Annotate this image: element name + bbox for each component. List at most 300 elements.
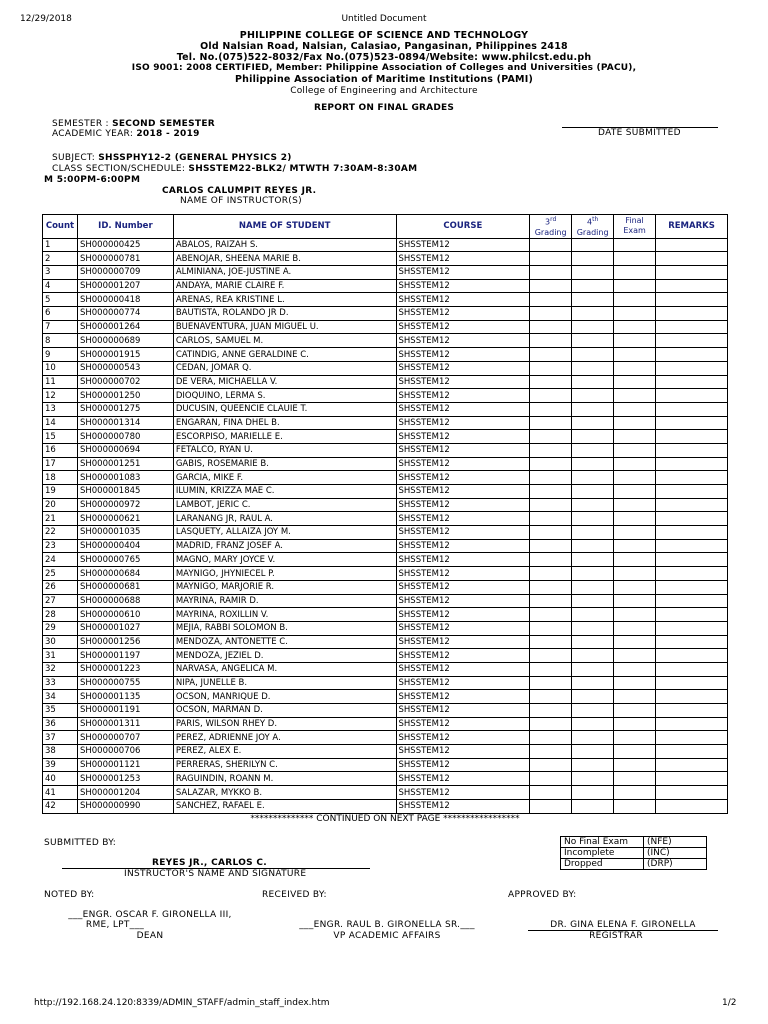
school-iso: ISO 9001: 2008 CERTIFIED, Member: Philippine Association of Colleges and Universities (PACU), — [131, 63, 637, 73]
cell-4th-grading — [572, 430, 614, 444]
cell-3rd-grading — [530, 457, 572, 471]
table-row — [43, 389, 728, 403]
table-header-row — [43, 215, 728, 239]
cell-name: MEJIA, RABBI SOLOMON B. — [173, 621, 396, 635]
col-id: ID. Number — [77, 215, 173, 239]
cell-id: SH000000780 — [77, 430, 173, 444]
cell-4th-grading — [572, 539, 614, 553]
cell-id: SH000001121 — [77, 758, 173, 772]
cell-4th-grading — [572, 731, 614, 745]
cell-4th-grading — [572, 567, 614, 581]
cell-name: ARENAS, REA KRISTINE L. — [173, 293, 396, 307]
cell-name: SALAZAR, MYKKO B. — [173, 786, 396, 800]
remarks-legend — [560, 836, 707, 870]
cell-id: SH000000972 — [77, 498, 173, 512]
print-date: 12/29/2018 — [20, 14, 72, 24]
cell-course: SHSSTEM12 — [396, 334, 530, 348]
cell-id: SH000000702 — [77, 375, 173, 389]
cell-3rd-grading — [530, 580, 572, 594]
cell-name: MAYRINA, ROXILLIN V. — [173, 608, 396, 622]
cell-course: SHSSTEM12 — [396, 649, 530, 663]
cell-remarks — [656, 279, 728, 293]
cell-id: SH000000681 — [77, 580, 173, 594]
cell-count: 20 — [43, 498, 78, 512]
cell-4th-grading — [572, 553, 614, 567]
cell-course: SHSSTEM12 — [396, 772, 530, 786]
cell-remarks — [656, 443, 728, 457]
cell-count: 23 — [43, 539, 78, 553]
subject-label: SUBJECT: — [52, 153, 96, 163]
cell-final-exam — [614, 621, 656, 635]
cell-name: MADRID, FRANZ JOSEF A. — [173, 539, 396, 553]
cell-count: 28 — [43, 608, 78, 622]
legend-label: No Final Exam — [561, 837, 644, 848]
year-value: 2018 - 2019 — [136, 129, 200, 139]
table-row — [43, 649, 728, 663]
cell-count: 11 — [43, 375, 78, 389]
table-row — [43, 717, 728, 731]
cell-count: 30 — [43, 635, 78, 649]
cell-final-exam — [614, 307, 656, 321]
cell-name: PEREZ, ADRIENNE JOY A. — [173, 731, 396, 745]
cell-final-exam — [614, 731, 656, 745]
print-page: 1/2 — [722, 998, 737, 1008]
cell-count: 39 — [43, 758, 78, 772]
cell-name: RAGUINDIN, ROANN M. — [173, 772, 396, 786]
cell-3rd-grading — [530, 676, 572, 690]
cell-count: 38 — [43, 745, 78, 759]
cell-remarks — [656, 320, 728, 334]
cell-id: SH000000755 — [77, 676, 173, 690]
table-row — [43, 348, 728, 362]
cell-count: 36 — [43, 717, 78, 731]
cell-3rd-grading — [530, 416, 572, 430]
cell-name: ABALOS, RAIZAH S. — [173, 238, 396, 252]
cell-final-exam — [614, 402, 656, 416]
cell-3rd-grading — [530, 307, 572, 321]
cell-course: SHSSTEM12 — [396, 676, 530, 690]
cell-id: SH000001223 — [77, 662, 173, 676]
cell-4th-grading — [572, 307, 614, 321]
cell-id: SH000000425 — [77, 238, 173, 252]
cell-final-exam — [614, 266, 656, 280]
class-label: CLASS SECTION/SCHEDULE: — [52, 164, 186, 174]
table-row — [43, 266, 728, 280]
cell-3rd-grading — [530, 745, 572, 759]
cell-id: SH000001191 — [77, 704, 173, 718]
cell-course: SHSSTEM12 — [396, 266, 530, 280]
cell-final-exam — [614, 320, 656, 334]
cell-course: SHSSTEM12 — [396, 594, 530, 608]
cell-remarks — [656, 608, 728, 622]
cell-id: SH000000694 — [77, 443, 173, 457]
cell-course: SHSSTEM12 — [396, 704, 530, 718]
cell-id: SH000000706 — [77, 745, 173, 759]
cell-4th-grading — [572, 745, 614, 759]
cell-id: SH000000418 — [77, 293, 173, 307]
cell-final-exam — [614, 252, 656, 266]
cell-4th-grading — [572, 293, 614, 307]
semester-label: SEMESTER : — [52, 119, 109, 129]
cell-name: PARIS, WILSON RHEY D. — [173, 717, 396, 731]
cell-4th-grading — [572, 457, 614, 471]
cell-final-exam — [614, 375, 656, 389]
vp-name: ___ENGR. RAUL B. GIRONELLA SR.___ — [299, 920, 475, 930]
table-row — [43, 662, 728, 676]
cell-3rd-grading — [530, 320, 572, 334]
table-row — [43, 430, 728, 444]
cell-remarks — [656, 266, 728, 280]
cell-remarks — [656, 307, 728, 321]
cell-3rd-grading — [530, 690, 572, 704]
cell-count: 42 — [43, 799, 78, 813]
cell-4th-grading — [572, 649, 614, 663]
continued-note: ************** CONTINUED ON NEXT PAGE ***************** — [250, 813, 520, 824]
cell-remarks — [656, 539, 728, 553]
cell-name: GABIS, ROSEMARIE B. — [173, 457, 396, 471]
table-row — [43, 745, 728, 759]
cell-4th-grading — [572, 334, 614, 348]
cell-name: LARANANG JR, RAUL A. — [173, 512, 396, 526]
dean-name-1: ___ENGR. OSCAR F. GIRONELLA III, — [68, 910, 232, 920]
cell-3rd-grading — [530, 731, 572, 745]
cell-3rd-grading — [530, 539, 572, 553]
cell-course: SHSSTEM12 — [396, 690, 530, 704]
cell-4th-grading — [572, 635, 614, 649]
cell-final-exam — [614, 348, 656, 362]
cell-final-exam — [614, 717, 656, 731]
cell-final-exam — [614, 608, 656, 622]
cell-4th-grading — [572, 512, 614, 526]
cell-course: SHSSTEM12 — [396, 252, 530, 266]
cell-name: MAYRINA, RAMIR D. — [173, 594, 396, 608]
cell-3rd-grading — [530, 594, 572, 608]
cell-remarks — [656, 676, 728, 690]
cell-3rd-grading — [530, 786, 572, 800]
cell-name: ESCORPISO, MARIELLE E. — [173, 430, 396, 444]
cell-name: DUCUSIN, QUEENCIE CLAUIE T. — [173, 402, 396, 416]
cell-name: ANDAYA, MARIE CLAIRE F. — [173, 279, 396, 293]
cell-final-exam — [614, 498, 656, 512]
table-row — [43, 539, 728, 553]
cell-4th-grading — [572, 498, 614, 512]
cell-count: 18 — [43, 471, 78, 485]
cell-4th-grading — [572, 717, 614, 731]
table-row — [43, 293, 728, 307]
semester-line — [52, 119, 215, 129]
cell-course: SHSSTEM12 — [396, 553, 530, 567]
cell-final-exam — [614, 704, 656, 718]
cell-4th-grading — [572, 361, 614, 375]
cell-final-exam — [614, 594, 656, 608]
cell-id: SH000000621 — [77, 512, 173, 526]
print-title: Untitled Document — [341, 14, 427, 24]
cell-final-exam — [614, 471, 656, 485]
cell-course: SHSSTEM12 — [396, 799, 530, 813]
cell-remarks — [656, 348, 728, 362]
cell-final-exam — [614, 676, 656, 690]
dean-label: DEAN — [136, 931, 164, 941]
cell-remarks — [656, 745, 728, 759]
cell-course: SHSSTEM12 — [396, 758, 530, 772]
cell-final-exam — [614, 690, 656, 704]
cell-remarks — [656, 402, 728, 416]
cell-4th-grading — [572, 608, 614, 622]
cell-id: SH000000684 — [77, 567, 173, 581]
cell-4th-grading — [572, 416, 614, 430]
grades-table — [42, 214, 728, 825]
cell-remarks — [656, 553, 728, 567]
cell-3rd-grading — [530, 238, 572, 252]
cell-4th-grading — [572, 676, 614, 690]
school-contact: Tel. No.(075)522-8032/Fax No.(075)523-0894/Website: www.philcst.edu.ph — [176, 52, 592, 63]
cell-course: SHSSTEM12 — [396, 526, 530, 540]
cell-course: SHSSTEM12 — [396, 430, 530, 444]
school-address: Old Nalsian Road, Nalsian, Calasiao, Pangasinan, Philippines 2418 — [200, 41, 568, 52]
cell-count: 6 — [43, 307, 78, 321]
cell-id: SH000000990 — [77, 799, 173, 813]
table-row — [43, 553, 728, 567]
table-row — [43, 635, 728, 649]
cell-remarks — [656, 799, 728, 813]
cell-4th-grading — [572, 594, 614, 608]
cell-count: 41 — [43, 786, 78, 800]
college-name: College of Engineering and Architecture — [290, 86, 478, 96]
cell-final-exam — [614, 786, 656, 800]
cell-4th-grading — [572, 348, 614, 362]
cell-course: SHSSTEM12 — [396, 307, 530, 321]
table-row — [43, 457, 728, 471]
col-final-exam: Final Exam — [614, 215, 656, 239]
cell-name: FETALCO, RYAN U. — [173, 443, 396, 457]
table-row — [43, 416, 728, 430]
cell-remarks — [656, 649, 728, 663]
cell-name: BAUTISTA, ROLANDO JR D. — [173, 307, 396, 321]
cell-course: SHSSTEM12 — [396, 238, 530, 252]
cell-final-exam — [614, 758, 656, 772]
cell-id: SH000001253 — [77, 772, 173, 786]
cell-course: SHSSTEM12 — [396, 389, 530, 403]
cell-course: SHSSTEM12 — [396, 361, 530, 375]
cell-count: 14 — [43, 416, 78, 430]
cell-name: ENGARAN, FINA DHEL B. — [173, 416, 396, 430]
table-row — [43, 512, 728, 526]
cell-3rd-grading — [530, 553, 572, 567]
cell-id: SH000001915 — [77, 348, 173, 362]
cell-name: MENDOZA, ANTONETTE C. — [173, 635, 396, 649]
cell-course: SHSSTEM12 — [396, 717, 530, 731]
cell-final-exam — [614, 293, 656, 307]
cell-name: NARVASA, ANGELICA M. — [173, 662, 396, 676]
registrar-label: REGISTRAR — [589, 931, 643, 941]
table-row — [43, 799, 728, 813]
cell-count: 35 — [43, 704, 78, 718]
cell-3rd-grading — [530, 430, 572, 444]
cell-final-exam — [614, 799, 656, 813]
cell-name: ABENOJAR, SHEENA MARIE B. — [173, 252, 396, 266]
instructor-sig-label: INSTRUCTOR'S NAME AND SIGNATURE — [124, 869, 307, 879]
cell-remarks — [656, 621, 728, 635]
cell-count: 25 — [43, 567, 78, 581]
cell-course: SHSSTEM12 — [396, 635, 530, 649]
cell-count: 7 — [43, 320, 78, 334]
cell-remarks — [656, 416, 728, 430]
cell-name: MAGNO, MARY JOYCE V. — [173, 553, 396, 567]
cell-id: SH000001275 — [77, 402, 173, 416]
received-by-label: RECEIVED BY: — [262, 890, 327, 900]
cell-final-exam — [614, 580, 656, 594]
instructor-label: NAME OF INSTRUCTOR(S) — [180, 196, 302, 206]
cell-remarks — [656, 526, 728, 540]
cell-3rd-grading — [530, 498, 572, 512]
cell-final-exam — [614, 457, 656, 471]
cell-id: SH000001251 — [77, 457, 173, 471]
cell-4th-grading — [572, 471, 614, 485]
table-row — [43, 690, 728, 704]
cell-count: 22 — [43, 526, 78, 540]
cell-course: SHSSTEM12 — [396, 443, 530, 457]
cell-id: SH000001845 — [77, 485, 173, 499]
table-row — [43, 485, 728, 499]
cell-course: SHSSTEM12 — [396, 498, 530, 512]
year-line — [52, 129, 200, 139]
cell-3rd-grading — [530, 293, 572, 307]
cell-id: SH000001083 — [77, 471, 173, 485]
legend-code: (DRP) — [644, 859, 707, 870]
cell-name: ILUMIN, KRIZZA MAE C. — [173, 485, 396, 499]
cell-remarks — [656, 389, 728, 403]
cell-remarks — [656, 758, 728, 772]
cell-id: SH000000688 — [77, 594, 173, 608]
cell-count: 5 — [43, 293, 78, 307]
table-row — [43, 238, 728, 252]
cell-count: 10 — [43, 361, 78, 375]
cell-final-exam — [614, 361, 656, 375]
table-row — [43, 498, 728, 512]
cell-final-exam — [614, 745, 656, 759]
approved-by-label: APPROVED BY: — [508, 890, 577, 900]
cell-remarks — [656, 430, 728, 444]
cell-course: SHSSTEM12 — [396, 608, 530, 622]
semester-value: SECOND SEMESTER — [112, 119, 216, 129]
cell-final-exam — [614, 772, 656, 786]
cell-id: SH000000774 — [77, 307, 173, 321]
cell-remarks — [656, 662, 728, 676]
cell-remarks — [656, 498, 728, 512]
cell-remarks — [656, 731, 728, 745]
cell-id: SH000001256 — [77, 635, 173, 649]
cell-4th-grading — [572, 704, 614, 718]
table-row — [43, 320, 728, 334]
cell-name: CARLOS, SAMUEL M. — [173, 334, 396, 348]
cell-final-exam — [614, 649, 656, 663]
cell-count: 12 — [43, 389, 78, 403]
cell-name: CEDAN, JOMAR Q. — [173, 361, 396, 375]
cell-course: SHSSTEM12 — [396, 662, 530, 676]
cell-3rd-grading — [530, 621, 572, 635]
table-row — [43, 361, 728, 375]
cell-3rd-grading — [530, 704, 572, 718]
cell-3rd-grading — [530, 266, 572, 280]
cell-4th-grading — [572, 402, 614, 416]
cell-course: SHSSTEM12 — [396, 580, 530, 594]
cell-4th-grading — [572, 621, 614, 635]
cell-count: 9 — [43, 348, 78, 362]
cell-final-exam — [614, 238, 656, 252]
cell-remarks — [656, 635, 728, 649]
cell-final-exam — [614, 279, 656, 293]
cell-3rd-grading — [530, 279, 572, 293]
cell-3rd-grading — [530, 334, 572, 348]
cell-4th-grading — [572, 375, 614, 389]
table-row — [43, 334, 728, 348]
cell-remarks — [656, 471, 728, 485]
table-row — [43, 608, 728, 622]
cell-3rd-grading — [530, 402, 572, 416]
cell-id: SH000001035 — [77, 526, 173, 540]
cell-3rd-grading — [530, 361, 572, 375]
table-row — [43, 786, 728, 800]
cell-course: SHSSTEM12 — [396, 320, 530, 334]
legend-code: (INC) — [644, 848, 707, 859]
table-row — [43, 580, 728, 594]
report-title: REPORT ON FINAL GRADES — [313, 103, 455, 113]
cell-id: SH000001207 — [77, 279, 173, 293]
cell-count: 40 — [43, 772, 78, 786]
cell-3rd-grading — [530, 512, 572, 526]
instructor-sig-name: REYES JR., CARLOS C. — [152, 858, 267, 868]
legend-label: Dropped — [561, 859, 644, 870]
cell-count: 16 — [43, 443, 78, 457]
cell-course: SHSSTEM12 — [396, 402, 530, 416]
cell-id: SH000001250 — [77, 389, 173, 403]
cell-count: 13 — [43, 402, 78, 416]
cell-3rd-grading — [530, 608, 572, 622]
cell-count: 19 — [43, 485, 78, 499]
cell-count: 31 — [43, 649, 78, 663]
cell-count: 27 — [43, 594, 78, 608]
cell-name: DE VERA, MICHAELLA V. — [173, 375, 396, 389]
cell-remarks — [656, 772, 728, 786]
cell-remarks — [656, 375, 728, 389]
table-row — [43, 621, 728, 635]
cell-remarks — [656, 457, 728, 471]
cell-course: SHSSTEM12 — [396, 293, 530, 307]
cell-final-exam — [614, 334, 656, 348]
col-remarks: REMARKS — [656, 215, 728, 239]
cell-3rd-grading — [530, 375, 572, 389]
cell-4th-grading — [572, 485, 614, 499]
cell-id: SH000000781 — [77, 252, 173, 266]
cell-4th-grading — [572, 580, 614, 594]
cell-3rd-grading — [530, 485, 572, 499]
subject-value: SHSSPHY12-2 (GENERAL PHYSICS 2) — [98, 153, 292, 163]
cell-count: 4 — [43, 279, 78, 293]
cell-name: OCSON, MARMAN D. — [173, 704, 396, 718]
cell-name: BUENAVENTURA, JUAN MIGUEL U. — [173, 320, 396, 334]
table-row — [43, 594, 728, 608]
cell-3rd-grading — [530, 348, 572, 362]
cell-course: SHSSTEM12 — [396, 745, 530, 759]
legend-code: (NFE) — [644, 837, 707, 848]
cell-remarks — [656, 690, 728, 704]
cell-course: SHSSTEM12 — [396, 539, 530, 553]
year-label: ACADEMIC YEAR: — [52, 129, 134, 139]
cell-id: SH000001204 — [77, 786, 173, 800]
table-row — [43, 402, 728, 416]
cell-3rd-grading — [530, 758, 572, 772]
cell-final-exam — [614, 539, 656, 553]
